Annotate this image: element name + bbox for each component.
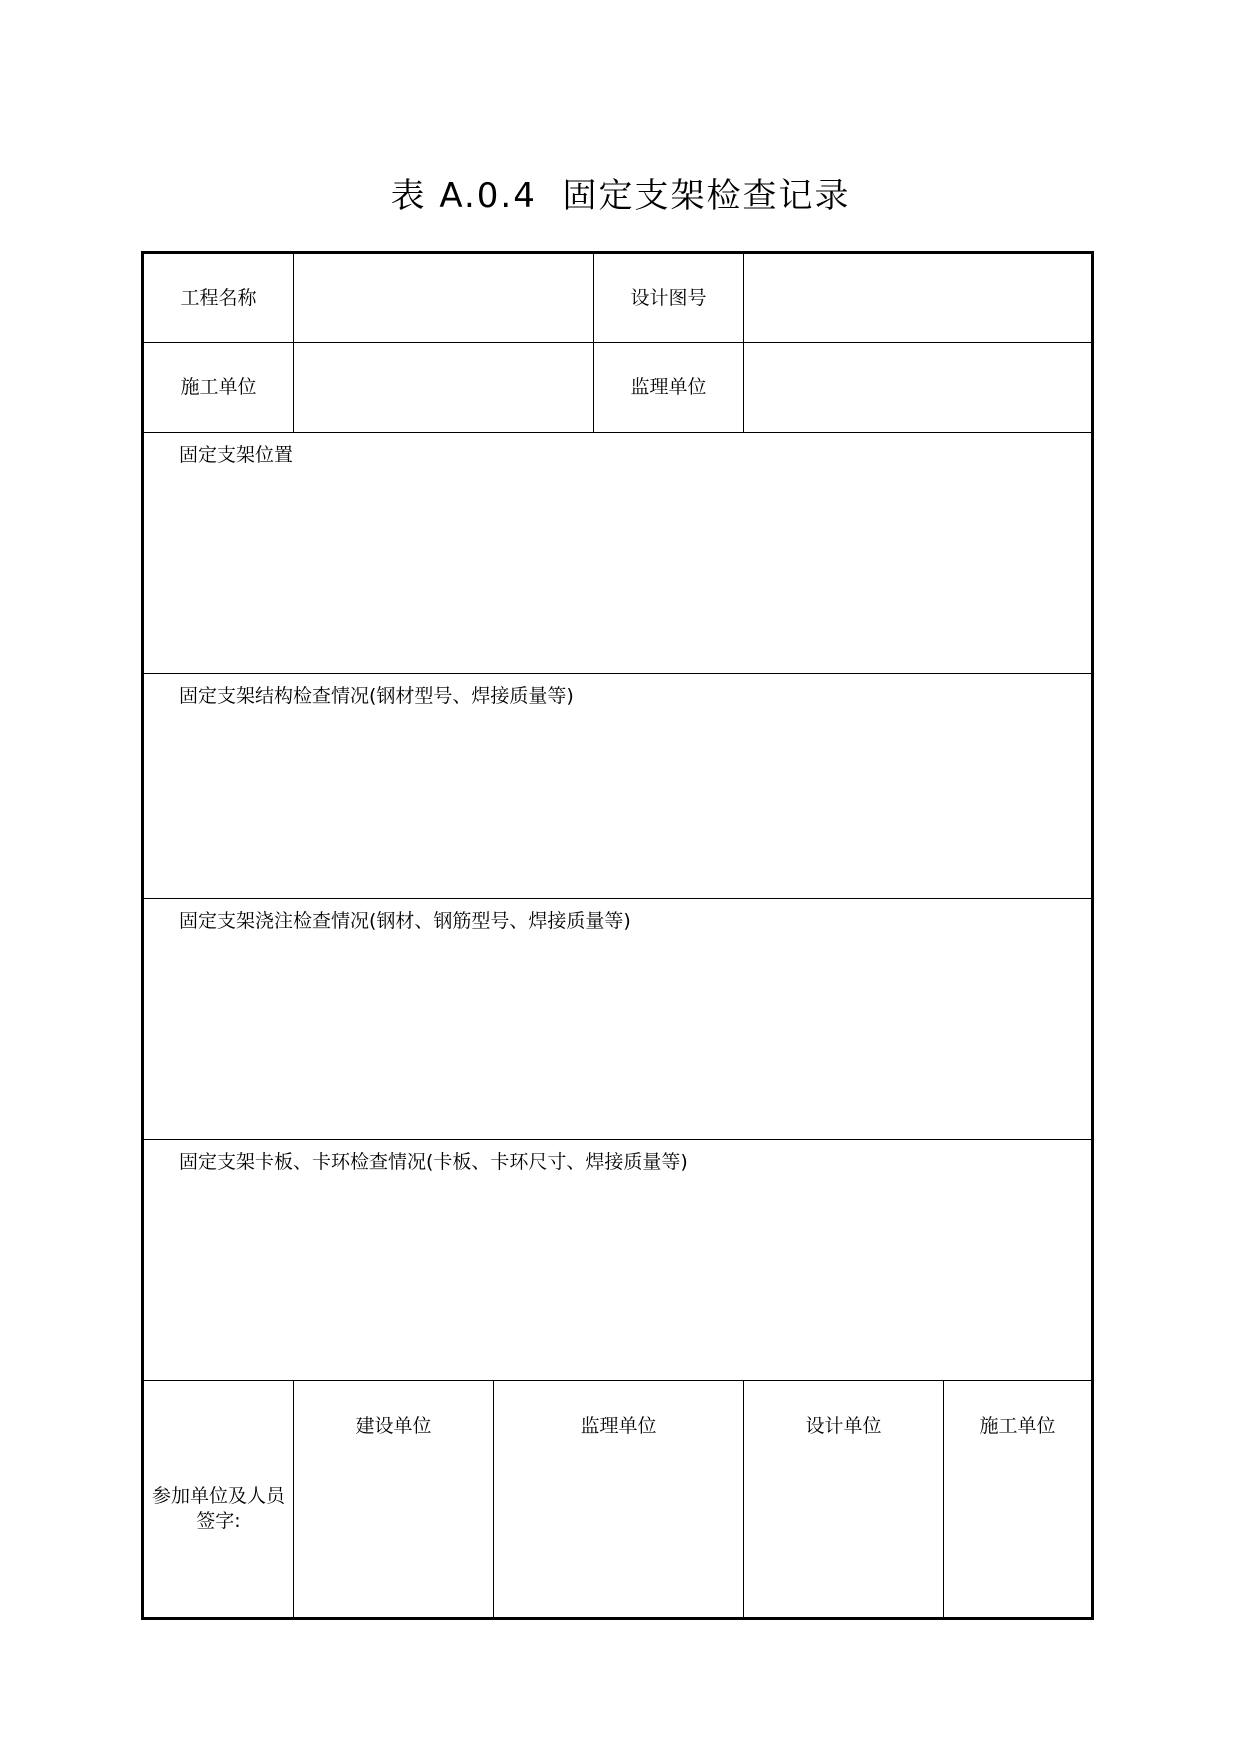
support-position-label: 固定支架位置 bbox=[179, 444, 294, 466]
inspection-form-table bbox=[141, 251, 1094, 1620]
project-name-label: 工程名称 bbox=[143, 253, 294, 343]
structure-check-section[interactable] bbox=[143, 674, 1093, 899]
structure-check-label: 固定支架结构检查情况(钢材型号、焊接质量等) bbox=[179, 685, 574, 707]
signature-unit-label: 监理单位 bbox=[580, 1415, 657, 1437]
row-signatures bbox=[143, 1381, 1093, 1619]
supervision-unit-field[interactable] bbox=[744, 343, 1093, 433]
signatures-label-line1: 参加单位及人员 bbox=[151, 1485, 285, 1507]
row-clamp-check bbox=[143, 1140, 1093, 1381]
clamp-check-section[interactable] bbox=[143, 1140, 1093, 1381]
signature-contractor[interactable] bbox=[944, 1381, 1093, 1619]
pouring-check-section[interactable] bbox=[143, 899, 1093, 1140]
row-unit-info bbox=[143, 343, 1093, 433]
clamp-check-label: 固定支架卡板、卡环检查情况(卡板、卡环尺寸、焊接质量等) bbox=[179, 1151, 688, 1173]
signature-supervision[interactable] bbox=[494, 1381, 744, 1619]
construction-unit-label: 施工单位 bbox=[143, 343, 294, 433]
row-project-info bbox=[143, 253, 1093, 343]
row-structure-check bbox=[143, 674, 1093, 899]
form-title: 表 A.0.4 固定支架检查记录 bbox=[390, 176, 851, 216]
design-drawing-label: 设计图号 bbox=[594, 253, 744, 343]
pouring-check-label: 固定支架浇注检查情况(钢材、钢筋型号、焊接质量等) bbox=[179, 910, 631, 932]
row-support-position bbox=[143, 433, 1093, 674]
project-name-field[interactable] bbox=[294, 253, 594, 343]
signature-unit-label: 建设单位 bbox=[355, 1415, 432, 1437]
support-position-section[interactable] bbox=[143, 433, 1093, 674]
supervision-unit-label: 监理单位 bbox=[594, 343, 744, 433]
signature-design[interactable] bbox=[744, 1381, 944, 1619]
signature-unit-label: 施工单位 bbox=[979, 1415, 1056, 1437]
signature-unit-label: 设计单位 bbox=[805, 1415, 882, 1437]
signatures-label bbox=[143, 1381, 294, 1619]
signature-construction-owner[interactable] bbox=[294, 1381, 494, 1619]
row-pouring-check bbox=[143, 899, 1093, 1140]
design-drawing-field[interactable] bbox=[744, 253, 1093, 343]
signatures-label-line2: 签字: bbox=[196, 1510, 241, 1532]
construction-unit-field[interactable] bbox=[294, 343, 594, 433]
